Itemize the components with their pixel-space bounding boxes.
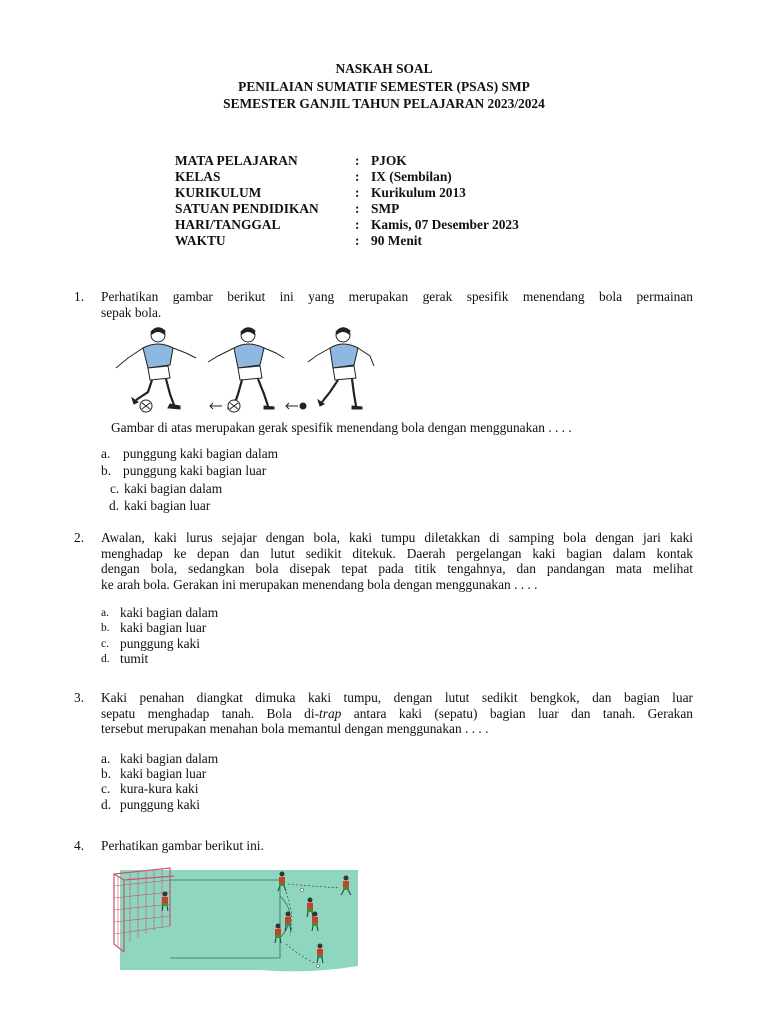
option-text: kaki bagian dalam xyxy=(120,605,219,620)
option-letter: d. xyxy=(109,498,120,513)
meta-key: SATUAN PENDIDIKAN xyxy=(175,201,319,216)
option-letter: c. xyxy=(110,481,120,496)
question-number: 4. xyxy=(74,838,85,853)
option-text: punggung kaki xyxy=(120,797,200,812)
question-text xyxy=(101,690,693,737)
meta-colon: : xyxy=(355,153,360,168)
question-fragment: antara kaki (sepatu) bagian luar dan tanah. Gerakan xyxy=(341,705,693,721)
meta-value: Kurikulum 2013 xyxy=(371,185,466,200)
kicker-figure-2 xyxy=(208,328,284,412)
question-line: ke arah bola. Gerakan ini merupakan menendang bola dengan menggunakan . . . . xyxy=(101,576,538,592)
option-text: kaki bagian dalam xyxy=(120,751,219,766)
question-number: 1. xyxy=(74,289,85,304)
meta-colon: : xyxy=(355,169,360,184)
option-letter: a. xyxy=(101,446,111,461)
meta-key: KURIKULUM xyxy=(175,185,262,200)
question-line: Awalan, kaki lurus sejajar dengan bola, kaki tumpu diletakkan di samping bola dengan jari kaki xyxy=(101,530,693,545)
option-letter: b. xyxy=(101,463,112,478)
option-text: kaki bagian luar xyxy=(120,620,207,635)
kicker-figure-1 xyxy=(116,328,196,412)
option-text: punggung kaki xyxy=(120,636,200,651)
option-text: tumit xyxy=(120,651,149,666)
option-letter: a. xyxy=(101,607,109,619)
option-text: kaki bagian luar xyxy=(120,766,207,781)
question-text xyxy=(101,289,693,320)
option-letter: b. xyxy=(101,766,112,781)
meta-colon: : xyxy=(355,233,360,248)
doc-subtitle-2: SEMESTER GANJIL TAHUN PELAJARAN 2023/2024 xyxy=(223,96,545,111)
question-line: menghadap ke depan dan lutut sedikit ditekuk. Daerah pergelangan kaki bagian dalam kontak xyxy=(101,545,693,561)
doc-title: NASKAH SOAL xyxy=(335,61,433,76)
option-text: kaki bagian luar xyxy=(124,498,211,513)
ball xyxy=(300,888,303,891)
option-text: punggung kaki bagian dalam xyxy=(123,446,279,461)
ball xyxy=(316,964,319,967)
meta-colon: : xyxy=(355,201,360,216)
option-d xyxy=(109,498,119,514)
italic-term: trap xyxy=(319,705,342,721)
option-letter: d. xyxy=(101,797,112,812)
option-text: punggung kaki bagian luar xyxy=(123,463,267,478)
question-line: tersebut merupakan menahan bola memantul dengan menggunakan . . . . xyxy=(101,721,489,737)
kicker-figure-3 xyxy=(286,328,374,409)
question-caption: Gambar di atas merupakan gerak spesifik menendang bola dengan menggunakan . . . . xyxy=(111,420,572,435)
question-line: Kaki penahan diangkat dimuka kaki tumpu, dengan lutut sedikit bengkok, dan bagian luar xyxy=(101,690,693,705)
meta-key: WAKTU xyxy=(175,233,226,248)
doc-subtitle: PENILAIAN SUMATIF SEMESTER (PSAS) SMP xyxy=(238,79,530,94)
meta-key: KELAS xyxy=(175,169,221,184)
meta-value: 90 Menit xyxy=(371,233,422,248)
option-a xyxy=(101,446,110,462)
question-number: 2. xyxy=(74,530,85,545)
question-line: Perhatikan gambar berikut ini yang merupakan gerak spesifik menendang bola permainan xyxy=(101,289,693,304)
option-letter: d. xyxy=(101,653,110,665)
meta-value: SMP xyxy=(371,201,400,216)
question-number: 3. xyxy=(74,690,85,705)
question-fragment: sepatu menghadap tanah. Bola di- xyxy=(101,705,320,721)
option-letter: a. xyxy=(101,751,111,766)
question-text xyxy=(101,530,693,592)
meta-key: HARI/TANGGAL xyxy=(175,217,281,232)
question-line: sepak bola. xyxy=(101,304,162,320)
question-text: Perhatikan gambar berikut ini. xyxy=(101,838,264,853)
question-line xyxy=(101,706,693,722)
meta-key: MATA PELAJARAN xyxy=(175,153,298,168)
kick-sequence-illustration xyxy=(108,320,383,420)
meta-value: Kamis, 07 Desember 2023 xyxy=(371,217,519,232)
meta-colon: : xyxy=(355,185,360,200)
option-b xyxy=(101,463,111,479)
option-c xyxy=(110,481,119,497)
question-line: dengan bola, sedangkan bola disepak tepat pada titik tengahnya, dan pandangan mata melihat xyxy=(101,561,693,577)
option-text: kaki bagian dalam xyxy=(124,481,223,496)
option-letter: b. xyxy=(101,622,110,634)
meta-value: IX (Sembilan) xyxy=(371,169,452,184)
meta-value: PJOK xyxy=(371,153,407,168)
option-letter: c. xyxy=(101,638,109,650)
field-illustration xyxy=(110,866,360,976)
option-text: kura-kura kaki xyxy=(120,781,199,796)
meta-colon: : xyxy=(355,217,360,232)
option-letter: c. xyxy=(101,781,111,796)
